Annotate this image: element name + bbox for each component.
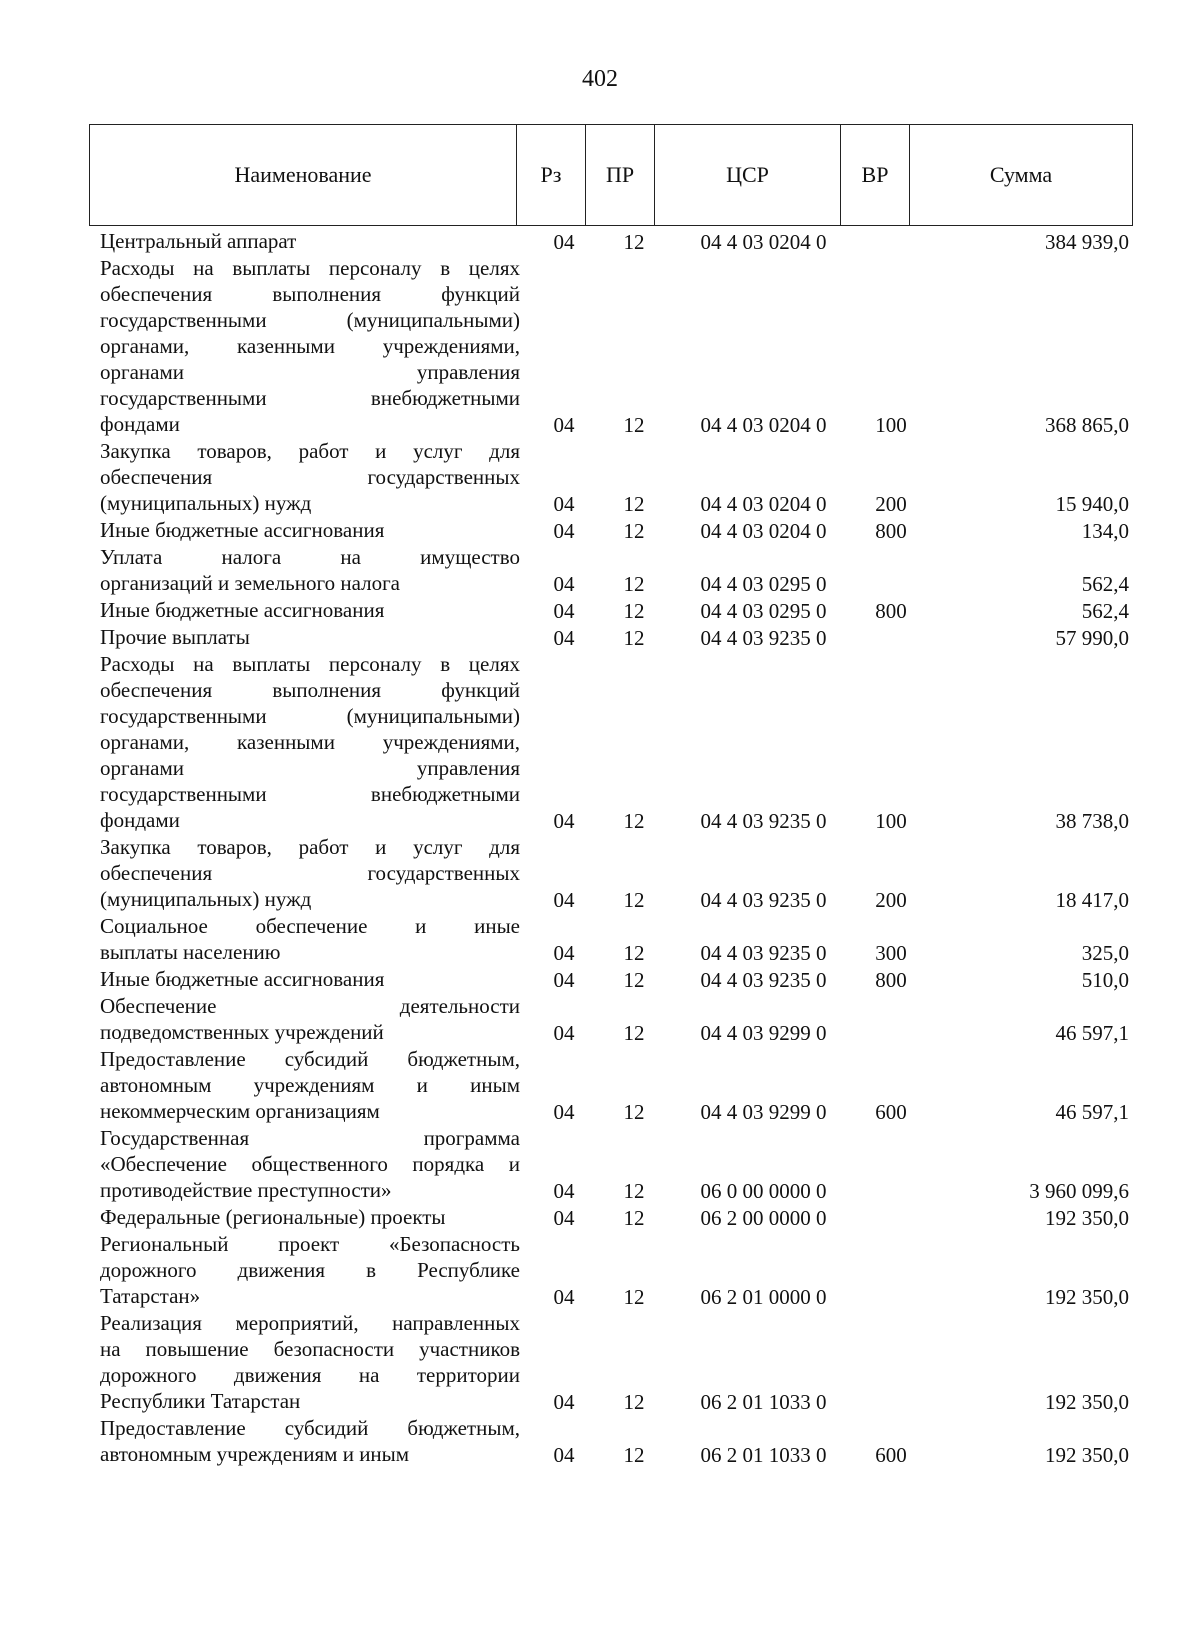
row-name-line: автономным учреждениям и иным	[100, 1442, 410, 1466]
row-name-line: Социальное обеспечение и иные	[100, 914, 520, 938]
row-name-line: Расходы на выплаты персоналу в целях	[100, 652, 520, 676]
row-vr: 800	[875, 968, 907, 992]
row-sum: 38 738,0	[1055, 809, 1129, 833]
row-sum: 562,4	[1081, 572, 1129, 596]
row-pr: 12	[623, 1206, 645, 1230]
row-pr: 12	[623, 1179, 645, 1203]
row-name-line: на повышение безопасности участников	[100, 1337, 520, 1361]
row-name	[100, 1125, 520, 1203]
table-row	[0, 1415, 1200, 1468]
row-vr	[856, 571, 926, 597]
row-name	[100, 517, 520, 543]
row-csr: 06 2 01 0000 0	[700, 1285, 827, 1309]
row-csr: 04 4 03 0204 0	[700, 492, 827, 516]
row-name-line: государственными (муниципальными)	[100, 704, 520, 728]
row-name-line: Региональный проект «Безопасность	[100, 1232, 520, 1256]
row-name-line: обеспечения выполнения функций	[100, 282, 520, 306]
header-pr: ПР	[585, 125, 654, 225]
row-name-line: дорожного движения на территории	[100, 1363, 520, 1387]
row-sum: 192 350,0	[1045, 1390, 1129, 1414]
row-rz: 04	[553, 1390, 575, 1414]
row-csr: 04 4 03 0204 0	[700, 519, 827, 543]
row-rz: 04	[553, 519, 575, 543]
row-sum: 15 940,0	[1055, 492, 1129, 516]
row-name-line: обеспечения выполнения функций	[100, 678, 520, 702]
row-name-line: обеспечения государственных	[100, 861, 520, 885]
table-row	[0, 651, 1200, 834]
row-name	[100, 966, 520, 992]
row-vr: 300	[875, 941, 907, 965]
row-vr: 200	[875, 492, 907, 516]
table-row	[0, 597, 1200, 624]
row-csr: 04 4 03 0204 0	[700, 413, 827, 437]
row-csr: 04 4 03 9235 0	[700, 941, 827, 965]
table-row	[0, 1046, 1200, 1125]
row-name-line: фондами	[100, 412, 180, 436]
row-csr: 06 2 00 0000 0	[700, 1206, 827, 1230]
row-rz: 04	[553, 230, 575, 254]
row-sum: 3 960 099,6	[1029, 1179, 1129, 1203]
row-csr: 04 4 03 0295 0	[700, 599, 827, 623]
row-sum: 192 350,0	[1045, 1443, 1129, 1467]
row-sum: 192 350,0	[1045, 1206, 1129, 1230]
row-name-line: выплаты населению	[100, 940, 281, 964]
row-name	[100, 1204, 520, 1230]
row-vr: 200	[875, 888, 907, 912]
row-pr: 12	[623, 599, 645, 623]
table-row	[0, 1231, 1200, 1310]
row-vr: 600	[875, 1100, 907, 1124]
row-csr: 04 4 03 0295 0	[700, 572, 827, 596]
header-vr: ВР	[840, 125, 909, 225]
table-row	[0, 544, 1200, 597]
row-pr: 12	[623, 626, 645, 650]
row-name-line: Уплата налога на имущество	[100, 545, 520, 569]
row-name-line: обеспечения государственных	[100, 465, 520, 489]
row-csr: 04 4 03 0204 0	[700, 230, 827, 254]
row-vr: 800	[875, 519, 907, 543]
row-sum: 18 417,0	[1055, 888, 1129, 912]
row-name-line: Предоставление субсидий бюджетным,	[100, 1047, 520, 1071]
row-sum: 57 990,0	[1055, 626, 1129, 650]
row-name-line: некоммерческим организациям	[100, 1099, 380, 1123]
row-vr	[856, 1178, 926, 1204]
row-vr: 800	[875, 599, 907, 623]
row-rz: 04	[553, 599, 575, 623]
row-name-line: государственными внебюджетными	[100, 782, 520, 806]
row-vr	[856, 229, 926, 255]
row-rz: 04	[553, 941, 575, 965]
table-row	[0, 913, 1200, 966]
row-name-line: Расходы на выплаты персоналу в целях	[100, 256, 520, 280]
table-header	[89, 124, 1133, 226]
row-name-line: Иные бюджетные ассигнования	[100, 598, 385, 622]
row-sum: 510,0	[1081, 968, 1129, 992]
row-csr: 06 2 01 1033 0	[700, 1390, 827, 1414]
row-pr: 12	[623, 492, 645, 516]
row-name-line: Татарстан»	[100, 1284, 201, 1308]
header-rz: Рз	[516, 125, 585, 225]
row-csr: 04 4 03 9235 0	[700, 626, 827, 650]
row-name	[100, 597, 520, 623]
row-name	[100, 438, 520, 516]
row-name-line: Федеральные (региональные) проекты	[100, 1205, 446, 1229]
row-rz: 04	[553, 1443, 575, 1467]
header-csr: ЦСР	[654, 125, 840, 225]
row-rz: 04	[553, 1179, 575, 1203]
row-name-line: Реализация мероприятий, направленных	[100, 1311, 520, 1335]
row-rz: 04	[553, 1021, 575, 1045]
row-vr	[856, 625, 926, 651]
row-name-line: (муниципальных) нужд	[100, 491, 312, 515]
row-name	[100, 1046, 520, 1124]
row-pr: 12	[623, 1021, 645, 1045]
row-name	[100, 651, 520, 833]
row-pr: 12	[623, 413, 645, 437]
row-name-line: Центральный аппарат	[100, 229, 297, 253]
row-csr: 04 4 03 9299 0	[700, 1100, 827, 1124]
row-name-line: (муниципальных) нужд	[100, 887, 312, 911]
row-pr: 12	[623, 888, 645, 912]
row-vr: 100	[875, 413, 907, 437]
row-rz: 04	[553, 626, 575, 650]
row-name-line: «Обеспечение общественного порядка и	[100, 1152, 520, 1176]
row-name-line: органами управления	[100, 360, 520, 384]
row-name-line: подведомственных учреждений	[100, 1020, 384, 1044]
row-name	[100, 913, 520, 965]
row-csr: 06 2 01 1033 0	[700, 1443, 827, 1467]
row-pr: 12	[623, 1443, 645, 1467]
row-name	[100, 544, 520, 596]
row-name	[100, 834, 520, 912]
row-name-line: Республики Татарстан	[100, 1389, 301, 1413]
row-pr: 12	[623, 1390, 645, 1414]
header-sum: Сумма	[909, 125, 1132, 225]
row-vr	[856, 1205, 926, 1231]
row-vr: 600	[875, 1443, 907, 1467]
table-row	[0, 624, 1200, 651]
row-rz: 04	[553, 492, 575, 516]
row-name-line: Прочие выплаты	[100, 625, 250, 649]
page-number: 402	[582, 66, 618, 92]
row-vr	[856, 1389, 926, 1415]
row-rz: 04	[553, 888, 575, 912]
row-csr: 04 4 03 9299 0	[700, 1021, 827, 1045]
row-pr: 12	[623, 572, 645, 596]
row-sum: 368 865,0	[1045, 413, 1129, 437]
row-vr: 100	[875, 809, 907, 833]
row-pr: 12	[623, 1285, 645, 1309]
row-sum: 384 939,0	[1045, 230, 1129, 254]
row-name	[100, 624, 520, 650]
row-vr	[856, 1020, 926, 1046]
table-row	[0, 228, 1200, 255]
table-row	[0, 255, 1200, 438]
table-row	[0, 1310, 1200, 1415]
row-name-line: организаций и земельного налога	[100, 571, 400, 595]
row-name-line: дорожного движения в Республике	[100, 1258, 520, 1282]
row-sum: 562,4	[1081, 599, 1129, 623]
row-name-line: автономным учреждениям и иным	[100, 1073, 520, 1097]
table-row	[0, 517, 1200, 544]
row-rz: 04	[553, 809, 575, 833]
row-rz: 04	[553, 968, 575, 992]
row-name-line: органами, казенными учреждениями,	[100, 730, 520, 754]
row-name-line: государственными (муниципальными)	[100, 308, 520, 332]
row-name-line: Предоставление субсидий бюджетным,	[100, 1416, 520, 1440]
row-csr: 04 4 03 9235 0	[700, 968, 827, 992]
row-pr: 12	[623, 519, 645, 543]
table-row	[0, 834, 1200, 913]
row-name	[100, 1415, 520, 1467]
row-name-line: Обеспечение деятельности	[100, 994, 520, 1018]
row-pr: 12	[623, 941, 645, 965]
row-name-line: Закупка товаров, работ и услуг для	[100, 439, 520, 463]
row-name-line: органами управления	[100, 756, 520, 780]
row-name-line: Иные бюджетные ассигнования	[100, 967, 385, 991]
row-name	[100, 1231, 520, 1309]
row-sum: 134,0	[1081, 519, 1129, 543]
row-vr	[856, 1284, 926, 1310]
row-sum: 325,0	[1081, 941, 1129, 965]
row-rz: 04	[553, 1285, 575, 1309]
row-name-line: Государственная программа	[100, 1126, 520, 1150]
row-pr: 12	[623, 809, 645, 833]
row-csr: 06 0 00 0000 0	[700, 1179, 827, 1203]
row-csr: 04 4 03 9235 0	[700, 809, 827, 833]
row-rz: 04	[553, 572, 575, 596]
row-rz: 04	[553, 1100, 575, 1124]
row-name	[100, 993, 520, 1045]
row-sum: 192 350,0	[1045, 1285, 1129, 1309]
row-name-line: противодействие преступности»	[100, 1178, 392, 1202]
row-name-line: органами, казенными учреждениями,	[100, 334, 520, 358]
table-row	[0, 993, 1200, 1046]
row-name-line: Иные бюджетные ассигнования	[100, 518, 385, 542]
row-name	[100, 1310, 520, 1414]
table-row	[0, 1125, 1200, 1204]
row-pr: 12	[623, 230, 645, 254]
row-sum: 46 597,1	[1055, 1021, 1129, 1045]
table-row	[0, 438, 1200, 517]
table-row	[0, 1204, 1200, 1231]
header-name: Наименование	[234, 162, 372, 187]
row-name-line: Закупка товаров, работ и услуг для	[100, 835, 520, 859]
row-csr: 04 4 03 9235 0	[700, 888, 827, 912]
row-name	[100, 228, 520, 254]
row-name-line: фондами	[100, 808, 180, 832]
table-body	[0, 228, 1200, 1468]
row-pr: 12	[623, 1100, 645, 1124]
row-rz: 04	[553, 413, 575, 437]
row-name-line: государственными внебюджетными	[100, 386, 520, 410]
row-pr: 12	[623, 968, 645, 992]
row-name	[100, 255, 520, 437]
row-sum: 46 597,1	[1055, 1100, 1129, 1124]
row-rz: 04	[553, 1206, 575, 1230]
table-row	[0, 966, 1200, 993]
